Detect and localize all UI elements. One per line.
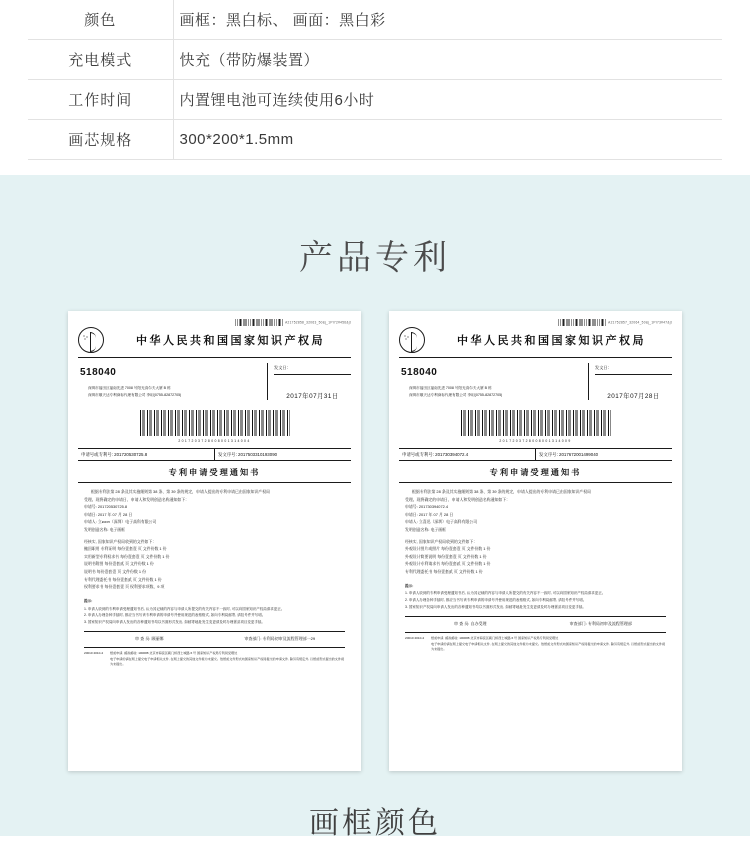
- spec-value: 内置锂电池可连续使用6小时: [173, 80, 722, 120]
- dispatch-number: 发文序号: 2017672001499040: [539, 451, 599, 457]
- spec-key: 工作时间: [28, 80, 173, 120]
- issuing-organization: 中华人民共和国国家知识产权局: [136, 335, 325, 347]
- issue-date-value: 2017年07月28日: [607, 393, 660, 400]
- applicant-address: 深圳市福田区福南先进 7008 号阳光高尔夫大厦 B 栋 深圳市顺天达专利商标代理有限公司 李坦(0755-82872705): [88, 386, 182, 397]
- issue-date-label: 发文日:: [274, 365, 351, 375]
- certificate-upper: [78, 363, 351, 400]
- table-row: [28, 80, 722, 120]
- spec-key: 画芯规格: [28, 120, 173, 160]
- document-body: 根据专利法第 28 条及其实施细则第 38 条、第 39 条的规定，申请人提出的专利申请已由国家知识产权局 受理。现将确定的申请日、申请人和发明创造名称通知如下： 申请号: 201730394072.4 申请日: 2017 年 07 月 28 日 申请人: 立喜迅（深圳）电子高科有限公司 发明创造名称: 电子画框 经核实, 国家知识产权局收到的文件如下： 外观设计图片或照片 每份壹套壹 页 文件份数 1 份 外观设计简要说明 每份壹套壹 页 文件份数 1 份 外观设计专利请求书 每份壹套贰 页 文件份数 1 份 专利代理委托书 每份壹套贰 页 文件份数 1 份: [405, 489, 591, 575]
- identifier-row: [399, 448, 672, 461]
- spec-table: [28, 0, 722, 160]
- document-notes: 提示： 1. 申请人收到的专利申请受理通知书后, 认为其记载的内容与申请人所提交的有关内容不一致时, 可以向国家知识产权局请求更正。 2. 申请人办理各种手续时, 都应当书写该专利申请的申请号并使用规范的表格格式, 如向专利局邮寄, 请挂号件并写明。 3. 国家知识产权局向申请人发出的各种通知书均以书面形式发出, 如邮寄地址发生变更请及时办理著录项目变更手续。: [78, 598, 351, 626]
- barcode-number: 2017203728008001314009: [499, 439, 572, 443]
- form-code: 20010 2010-4: [405, 636, 425, 641]
- barcode-icon: [461, 410, 611, 436]
- certificate-header: [78, 327, 351, 358]
- signature-row: [405, 616, 666, 627]
- certificate-top-reference: A21752857_32064_50&j_1PI73#47&jt: [399, 319, 672, 326]
- small-barcode-icon: [235, 319, 283, 326]
- issue-date-label: 发文日:: [595, 365, 672, 375]
- examining-department: 审查部门: 专利局初审及流程管理部: [569, 621, 632, 627]
- applicant-code: 518040: [401, 367, 438, 378]
- notes-title: 提示：: [84, 598, 95, 603]
- small-barcode-icon: [558, 319, 606, 326]
- certificate-header: [399, 327, 672, 358]
- national-emblem-icon: [399, 327, 425, 353]
- section-title: 产品专利: [299, 239, 451, 277]
- spec-key: 颜色: [28, 0, 173, 40]
- examiner-name: 审 查 员: 自办受理: [454, 621, 487, 627]
- document-footer: 20010 2010-4 纸质申请, 邮政邮收: 100088 北京市海淀区蓟门桥西土城路 6 号 国家知识产权局专利局受理处 电子申请的请在网上提交电子申请相关文件, 在网上提交的其他文件视为未提交。依纸质文件形式向国家知识产权局提交的申请文件, 除另有规定外, 以纸质形式提出的文件视为未提出。: [84, 647, 345, 667]
- spec-value: 300*200*1.5mm: [173, 120, 722, 160]
- application-number: 申请号或专利号: 201730394072.4: [399, 449, 536, 460]
- examiner-name: 审 查 员: 顾丽娜: [135, 636, 164, 642]
- certificate-list: [0, 311, 750, 771]
- form-code: 20010 2010-4: [84, 651, 104, 656]
- table-row: [28, 0, 722, 40]
- notes-title: 提示：: [405, 583, 416, 588]
- applicant-address: 深圳市福田区福南先进 7008 号阳光高尔夫大厦 B 栋 深圳市顺天达专利商标代理有限公司 李坦(0755-82872705): [409, 386, 503, 397]
- signature-row: [84, 631, 345, 642]
- application-number: 申请号或专利号: 201720530725.8: [78, 449, 215, 460]
- certificate-card[interactable]: [68, 311, 361, 771]
- issuing-organization: 中华人民共和国国家知识产权局: [457, 335, 646, 347]
- certificate-upper: [399, 363, 672, 400]
- spec-value: 画框：黑白标、 画面：黑白彩: [173, 0, 722, 40]
- table-row: [28, 40, 722, 80]
- document-title: 专利申请受理通知书: [78, 461, 351, 483]
- certificate-card[interactable]: [389, 311, 682, 771]
- table-row: [28, 120, 722, 160]
- national-emblem-icon: [78, 327, 104, 353]
- barcode-icon: [140, 410, 290, 436]
- barcode-number: 2017203728008001314004: [178, 439, 251, 443]
- spec-value: 快充（带防爆装置）: [173, 40, 722, 80]
- document-body: 根据专利法第 28 条及其实施细则第 38 条、第 39 条的规定，申请人提出的专利申请已由国家知识产权局 受理。现将确定的申请日、申请人和发明创造名称通知如下： 申请号: 201720530725.8 申请日: 2017 年 07 月 28 日 申请人: 立ксин（深圳）电子高科有限公司 发明创造名称: 电子画框 经核实, 国家知识产权局收到的文件如下： 撤回职用 专利证明 每份壹套壹 页 文件份数 1 份 实用新型专利权求书 每份壹套壹 页 文件份数 1 份 说明书附图 每份壹套贰 页 文件份数 1 份 说明书 每份壹套壹 页 文件份数 1 份 专利代理委托书 每份壹套贰 页 文件份数 1 份 权利要求书 每份壹套壹 页 权利要求项数、9 项: [84, 489, 270, 590]
- document-title: 专利申请受理通知书: [399, 461, 672, 483]
- spec-table-section: [0, 0, 750, 160]
- document-notes: 提示： 1. 申请人收到的专利申请受理通知书后, 认为其记载的内容与申请人所提交的有关内容不一致时, 可以向国家知识产权局请求更正。 2. 申请人办理各种手续时, 都应当书写该专利申请的申请号并使用规范的表格格式, 如向专利局邮寄, 请挂号件并写明。 3. 国家知识产权局向申请人发出的各种通知书均以书面形式发出, 如邮寄地址发生变更请及时办理著录项目变更手续。: [399, 583, 672, 611]
- next-section-heading: 画框颜色: [309, 807, 441, 840]
- patent-section: [0, 175, 750, 840]
- spec-key: 充电模式: [28, 40, 173, 80]
- applicant-code: 518040: [80, 367, 117, 378]
- certificate-top-reference: A21752858_32063_50&j_1PI72#456&jt: [78, 319, 351, 326]
- identifier-row: [78, 448, 351, 461]
- dispatch-number: 发文序号: 2017503310193090: [218, 451, 278, 457]
- issue-date-value: 2017年07月31日: [286, 393, 339, 400]
- document-footer: 20010 2010-4 纸质申请, 邮政邮收: 100088 北京市海淀区蓟门桥西土城路 6 号 国家知识产权局专利局受理处 电子申请的请在网上提交电子申请相关文件, 在网上提交的其他文件视为未提交。依纸质文件形式向国家知识产权局提交的申请文件, 除另有规定外, 以纸质形式提出的文件视为未提出。: [405, 632, 666, 652]
- examining-department: 审查部门: 专利局初审及流程管理部一29: [244, 636, 316, 642]
